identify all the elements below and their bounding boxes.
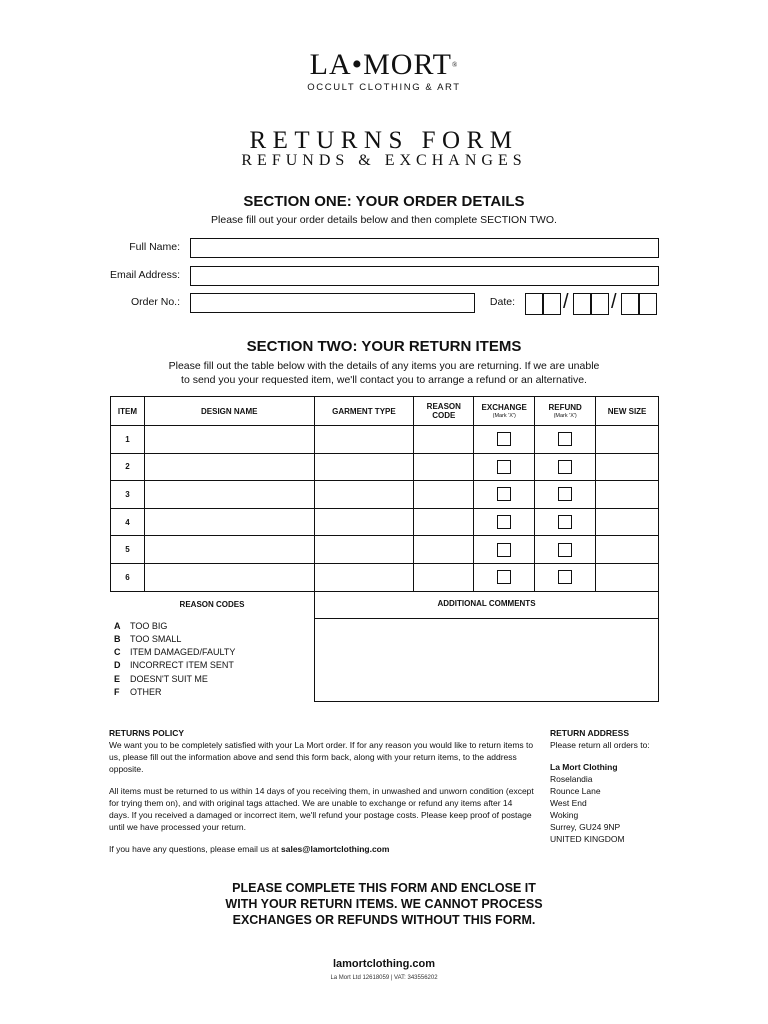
reason-code-cell[interactable] <box>414 426 474 454</box>
address-line: Woking <box>550 810 579 820</box>
return-address-company: La Mort Clothing <box>550 762 618 772</box>
new-size-cell[interactable] <box>596 481 659 509</box>
enclose-form-notice: PLEASE COMPLETE THIS FORM AND ENCLOSE IT WITH YOUR RETURN ITEMS. WE CANNOT PROCESS EXCHANGES OR REFUNDS WITHOUT THIS FORM. <box>225 881 543 927</box>
design-name-cell[interactable] <box>144 563 314 591</box>
section-two-heading: SECTION TWO: YOUR RETURN ITEMS <box>246 338 522 355</box>
order-number-field[interactable] <box>190 293 475 313</box>
return-address-heading: RETURN ADDRESS <box>550 728 630 738</box>
brand-name: LA•MORT <box>309 48 453 81</box>
table-header-row <box>111 397 659 426</box>
reason-code-cell[interactable] <box>414 563 474 591</box>
header-reason-code: REASON CODE <box>414 397 474 426</box>
header-refund: REFUND (Mark 'X') <box>535 397 596 426</box>
reason-code-cell[interactable] <box>414 453 474 481</box>
header-item: ITEM <box>111 397 145 426</box>
date-month-digit-1[interactable] <box>573 293 591 315</box>
policy-paragraph: We want you to be completely satisfied with your La Mort order. If for any reason you would like to return items to us, please fill out the information above and send this form back, along with your return items, to the address opposite. <box>109 740 534 774</box>
form-subtitle: REFUNDS & EXCHANGES <box>241 152 527 169</box>
refund-checkbox[interactable] <box>558 515 572 529</box>
refund-cell <box>535 453 596 481</box>
returns-policy-heading: RETURNS POLICY <box>109 728 185 738</box>
footer-legal-info: La Mort Ltd 12618059 | VAT: 343556202 <box>330 975 438 981</box>
reason-code-item: C ITEM DAMAGED/FAULTY <box>114 647 236 657</box>
garment-type-cell[interactable] <box>314 481 414 509</box>
item-number: 5 <box>111 536 145 564</box>
section-two-intro-line1: Please fill out the table below with the details of any items you are returning. If we are unable <box>168 360 600 372</box>
refund-checkbox[interactable] <box>558 570 572 584</box>
order-number-label: Order No.: <box>130 296 180 308</box>
new-size-cell[interactable] <box>596 563 659 591</box>
design-name-cell[interactable] <box>144 536 314 564</box>
reason-codes-heading: REASON CODES <box>179 600 245 609</box>
date-separator: / <box>611 291 617 313</box>
new-size-cell[interactable] <box>596 453 659 481</box>
date-year-digit-1[interactable] <box>621 293 639 315</box>
form-title: RETURNS FORM <box>249 127 519 154</box>
address-line: Surrey, GU24 9NP <box>550 822 621 832</box>
exchange-checkbox[interactable] <box>497 515 511 529</box>
reason-code-item: A TOO BIG <box>114 621 168 631</box>
section-two-intro-line2: to send you your requested item, we'll contact you to arrange a refund or an alternative. <box>181 374 587 386</box>
exchange-checkbox[interactable] <box>497 460 511 474</box>
address-line: West End <box>550 798 587 808</box>
item-number: 3 <box>111 481 145 509</box>
additional-comments-field[interactable] <box>314 618 659 702</box>
garment-type-cell[interactable] <box>314 536 414 564</box>
item-number: 4 <box>111 508 145 536</box>
design-name-cell[interactable] <box>144 508 314 536</box>
table-row <box>111 536 659 564</box>
refund-cell <box>535 508 596 536</box>
exchange-cell <box>474 481 535 509</box>
address-line: Rounce Lane <box>550 786 601 796</box>
new-size-cell[interactable] <box>596 508 659 536</box>
header-exchange: EXCHANGE (Mark 'X') <box>474 397 535 426</box>
brand-logo <box>0 50 768 93</box>
table-row <box>111 453 659 481</box>
refund-checkbox[interactable] <box>558 432 572 446</box>
address-line: Roselandia <box>550 774 593 784</box>
reason-code-cell[interactable] <box>414 508 474 536</box>
new-size-cell[interactable] <box>596 536 659 564</box>
full-name-field[interactable] <box>190 238 659 258</box>
header-new-size: NEW SIZE <box>596 397 659 426</box>
table-row <box>111 481 659 509</box>
date-year-digit-2[interactable] <box>639 293 657 315</box>
footer-website-link[interactable]: lamortclothing.com <box>332 958 436 970</box>
return-address-intro: Please return all orders to: <box>550 740 650 750</box>
table-row <box>111 426 659 454</box>
garment-type-cell[interactable] <box>314 508 414 536</box>
date-month-digit-2[interactable] <box>591 293 609 315</box>
exchange-checkbox[interactable] <box>497 543 511 557</box>
date-label: Date: <box>489 296 515 308</box>
refund-cell <box>535 563 596 591</box>
design-name-cell[interactable] <box>144 453 314 481</box>
date-day-digit-2[interactable] <box>543 293 561 315</box>
new-size-cell[interactable] <box>596 426 659 454</box>
policy-paragraph: All items must be returned to us within 14 days of you receiving them, in unwashed and unworn condition (except for trying them on), and with original tags attached. We are unable to exchange or refund any items after 14 days. If you received a damaged or incorrect item, we'll refund your postage costs. Please keep proof of postage until we have processed your return. <box>109 786 534 832</box>
design-name-cell[interactable] <box>144 426 314 454</box>
additional-comments-heading: ADDITIONAL COMMENTS <box>314 591 659 619</box>
reason-code-cell[interactable] <box>414 481 474 509</box>
header-garment-type: GARMENT TYPE <box>314 397 414 426</box>
item-number: 6 <box>111 563 145 591</box>
date-separator: / <box>563 291 569 313</box>
refund-cell <box>535 536 596 564</box>
exchange-checkbox[interactable] <box>497 487 511 501</box>
exchange-cell <box>474 508 535 536</box>
garment-type-cell[interactable] <box>314 563 414 591</box>
exchange-cell <box>474 536 535 564</box>
section-one-intro: Please fill out your order details below and then complete SECTION TWO. <box>211 214 557 226</box>
exchange-cell <box>474 563 535 591</box>
header-design-name: DESIGN NAME <box>144 397 314 426</box>
refund-checkbox[interactable] <box>558 487 572 501</box>
garment-type-cell[interactable] <box>314 426 414 454</box>
full-name-label: Full Name: <box>129 241 180 253</box>
garment-type-cell[interactable] <box>314 453 414 481</box>
reason-code-item: E DOESN'T SUIT ME <box>114 674 208 684</box>
address-line: UNITED KINGDOM <box>550 834 625 844</box>
return-items-table <box>110 396 659 592</box>
section-one-heading: SECTION ONE: YOUR ORDER DETAILS <box>243 193 525 210</box>
refund-cell <box>535 481 596 509</box>
table-row <box>111 508 659 536</box>
email-label: Email Address: <box>109 269 180 281</box>
email-field[interactable] <box>190 266 659 286</box>
design-name-cell[interactable] <box>144 481 314 509</box>
exchange-cell <box>474 453 535 481</box>
returns-policy <box>109 727 534 865</box>
reason-code-item: D INCORRECT ITEM SENT <box>114 660 234 670</box>
exchange-checkbox[interactable] <box>497 432 511 446</box>
contact-email-link[interactable]: sales@lamortclothing.com <box>281 844 390 854</box>
table-row <box>111 563 659 591</box>
refund-checkbox[interactable] <box>558 543 572 557</box>
reason-code-item: F OTHER <box>114 687 162 697</box>
refund-checkbox[interactable] <box>558 460 572 474</box>
exchange-cell <box>474 426 535 454</box>
exchange-checkbox[interactable] <box>497 570 511 584</box>
reason-code-item: B TOO SMALL <box>114 634 182 644</box>
reason-code-cell[interactable] <box>414 536 474 564</box>
item-number: 2 <box>111 453 145 481</box>
brand-tagline: OCCULT CLOTHING & ART <box>307 82 461 93</box>
refund-cell <box>535 426 596 454</box>
item-number: 1 <box>111 426 145 454</box>
return-address <box>550 727 680 845</box>
policy-contact: If you have any questions, please email us at sales@lamortclothing.com <box>109 844 390 854</box>
registered-mark: ® <box>452 61 459 69</box>
date-day-digit-1[interactable] <box>525 293 543 315</box>
